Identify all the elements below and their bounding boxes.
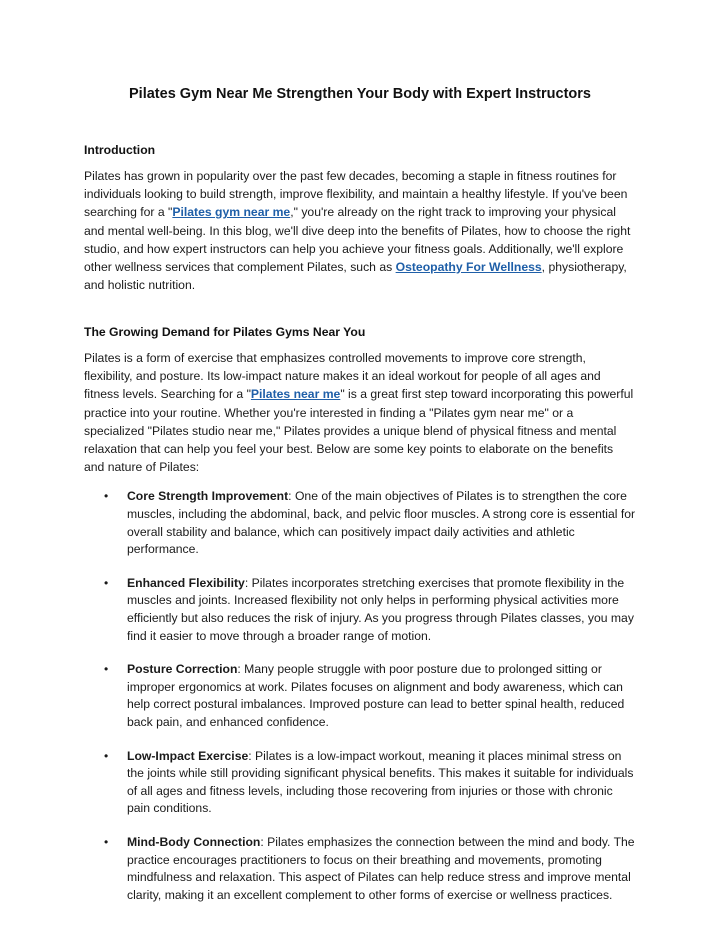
benefit-term: Posture Correction [127,662,238,677]
benefit-text: : Pilates incorporates stretching exercises that promote flexibility in the muscles and joints. Increased flexibility not only helps in performing physical activities more efficiently but also reduces the risk of injury. As you progress through Pilates classes, you may find it easier to move through a broader range of motion. [127,575,634,643]
benefit-term: Mind-Body Connection [127,834,261,849]
demand-text-1: Pilates is a form of exercise that emphasizes controlled movements to improve core strength, flexibility, and posture. Its low-impact nature makes it an ideal workout for people of all ages and fitness levels. Searching for a " [84,351,601,402]
benefits-list [84,488,636,904]
osteopathy-for-wellness-link[interactable]: Osteopathy For Wellness [395,260,542,275]
bullet-icon: • [104,489,109,504]
demand-text-2: " is a great first step toward incorporating this powerful practice into your routine. Whether you're interested in finding a "Pilates gym near me" or a specialized "Pilates studio near me," Pilates provides a unique blend of physical fitness and mental relaxation that can help you feel your best. Below are some key points to elaborate on the benefits and nature of Pilates: [84,387,634,475]
intro-heading: Introduction [84,143,156,157]
list-item [84,834,636,904]
benefit-text: : One of the main objectives of Pilates is to strengthen the core muscles, including the abdominal, back, and pelvic floor muscles. A strong core is essential for overall stability and balance, which can positively impact daily activities and athletic performance. [127,489,636,557]
benefit-term: Enhanced Flexibility [127,575,245,590]
intro-text-1: Pilates has grown in popularity over the past few decades, becoming a staple in fitness routines for individuals looking to build strength, improve flexibility, and maintain a healthy lifestyle. If you've been searching for a " [84,169,628,220]
demand-heading: The Growing Demand for Pilates Gyms Near You [84,325,366,339]
intro-paragraph [84,167,636,294]
demand-paragraph [84,349,636,476]
intro-text-2: ," you're already on the right track to improving your physical and mental well-being. In this blog, we'll dive deep into the benefits of Pilates, how to choose the right studio, and how expert instructors can help you achieve your fitness goals. Additionally, we'll explore other wellness services that complement Pilates, such as [84,205,631,275]
list-item [84,748,636,818]
benefit-text: : Pilates emphasizes the connection between the mind and body. The practice encourages practitioners to focus on their breathing and movements, promoting mindfulness and relaxation. This aspect of Pilates can help reduce stress and improve mental clarity, making it an excellent complement to other forms of exercise or wellness practices. [127,834,635,902]
page-title: Pilates Gym Near Me Strengthen Your Body with Expert Instructors [129,86,591,102]
intro-section [84,143,636,294]
pilates-near-me-link[interactable]: Pilates near me [250,387,341,402]
bullet-icon: • [104,575,109,590]
bullet-icon: • [104,748,109,763]
benefit-term: Core Strength Improvement [127,489,289,504]
benefit-term: Low-Impact Exercise [127,748,249,763]
intro-text-3: , physiotherapy, and holistic nutrition. [84,260,627,293]
benefit-text: : Pilates is a low-impact workout, meaning it places minimal stress on the joints while still providing significant physical benefits. This makes it suitable for individuals of all ages and fitness levels, including those recovering from injuries or those with chronic pain conditions. [127,748,634,816]
list-item [84,661,636,731]
demand-section [84,325,636,920]
bullet-icon: • [104,834,109,849]
pilates-gym-near-me-link[interactable]: Pilates gym near me [172,205,291,220]
list-item [84,575,636,645]
bullet-icon: • [104,662,109,677]
benefit-text: : Many people struggle with poor posture due to prolonged sitting or improper ergonomics at work. Pilates focuses on alignment and body awareness, which can help correct postural imbalances. Improved posture can lead to better spinal health, reduced back pain, and enhanced confidence. [127,662,625,729]
list-item [84,488,636,558]
